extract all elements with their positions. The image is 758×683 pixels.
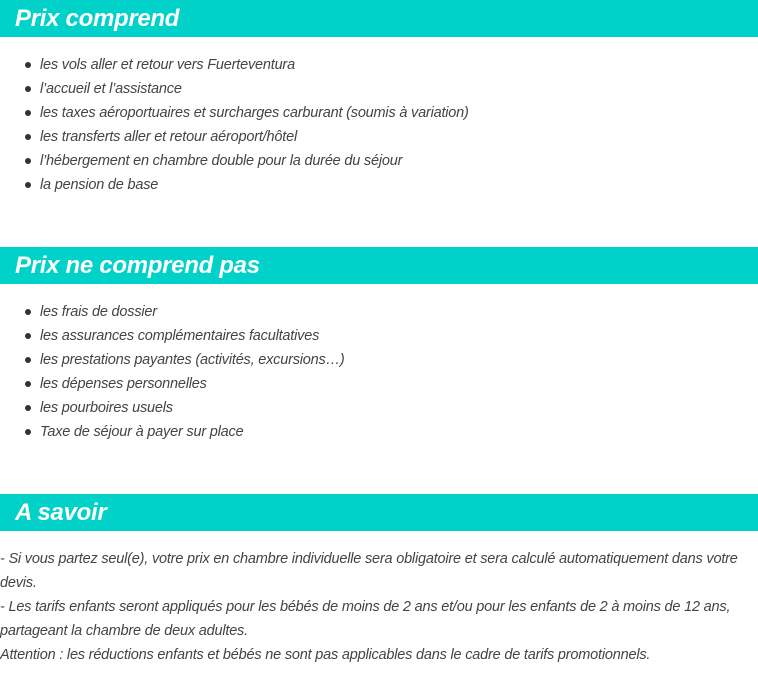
list-item: les frais de dossier <box>0 300 758 324</box>
bullet-icon <box>25 158 31 164</box>
bullet-icon <box>25 309 31 315</box>
list-item: les dépenses personnelles <box>0 372 758 396</box>
not-included-list <box>0 284 758 444</box>
list-item: les prestations payantes (activités, excursions…) <box>0 348 758 372</box>
section-heading: A savoir <box>0 494 758 531</box>
bullet-icon <box>25 182 31 188</box>
note-paragraph: - Les tarifs enfants seront appliqués pour les bébés de moins de 2 ans et/ou pour les enfants de 2 à moins de 12 ans, partageant la chambre de deux adultes. <box>0 599 731 639</box>
bullet-icon <box>25 405 31 411</box>
bullet-icon <box>25 110 31 116</box>
bullet-icon <box>25 134 31 140</box>
list-item: les assurances complémentaires facultatives <box>0 324 758 348</box>
list-item: Taxe de séjour à payer sur place <box>0 420 758 444</box>
section-a-savoir <box>0 494 758 667</box>
bullet-icon <box>25 62 31 68</box>
bullet-icon <box>25 86 31 92</box>
notes-block <box>0 531 758 667</box>
note-paragraph: - Si vous partez seul(e), votre prix en chambre individuelle sera obligatoire et sera calculé automatiquement dans votre devis. <box>0 551 738 591</box>
section-heading: Prix ne comprend pas <box>0 247 758 284</box>
list-item: la pension de base <box>0 173 758 197</box>
list-item: l’accueil et l’assistance <box>0 77 758 101</box>
bullet-icon <box>25 429 31 435</box>
bullet-icon <box>25 357 31 363</box>
list-item: les pourboires usuels <box>0 396 758 420</box>
list-item: les vols aller et retour vers Fuerteventura <box>0 53 758 77</box>
list-item: les taxes aéroportuaires et surcharges carburant (soumis à variation) <box>0 101 758 125</box>
section-prix-ne-comprend-pas <box>0 247 758 444</box>
list-item: l’hébergement en chambre double pour la durée du séjour <box>0 149 758 173</box>
list-item: les transferts aller et retour aéroport/hôtel <box>0 125 758 149</box>
section-prix-comprend <box>0 0 758 197</box>
bullet-icon <box>25 333 31 339</box>
note-paragraph: Attention : les réductions enfants et bébés ne sont pas applicables dans le cadre de tarifs promotionnels. <box>0 647 651 663</box>
bullet-icon <box>25 381 31 387</box>
section-heading: Prix comprend <box>0 0 758 37</box>
included-list <box>0 37 758 197</box>
